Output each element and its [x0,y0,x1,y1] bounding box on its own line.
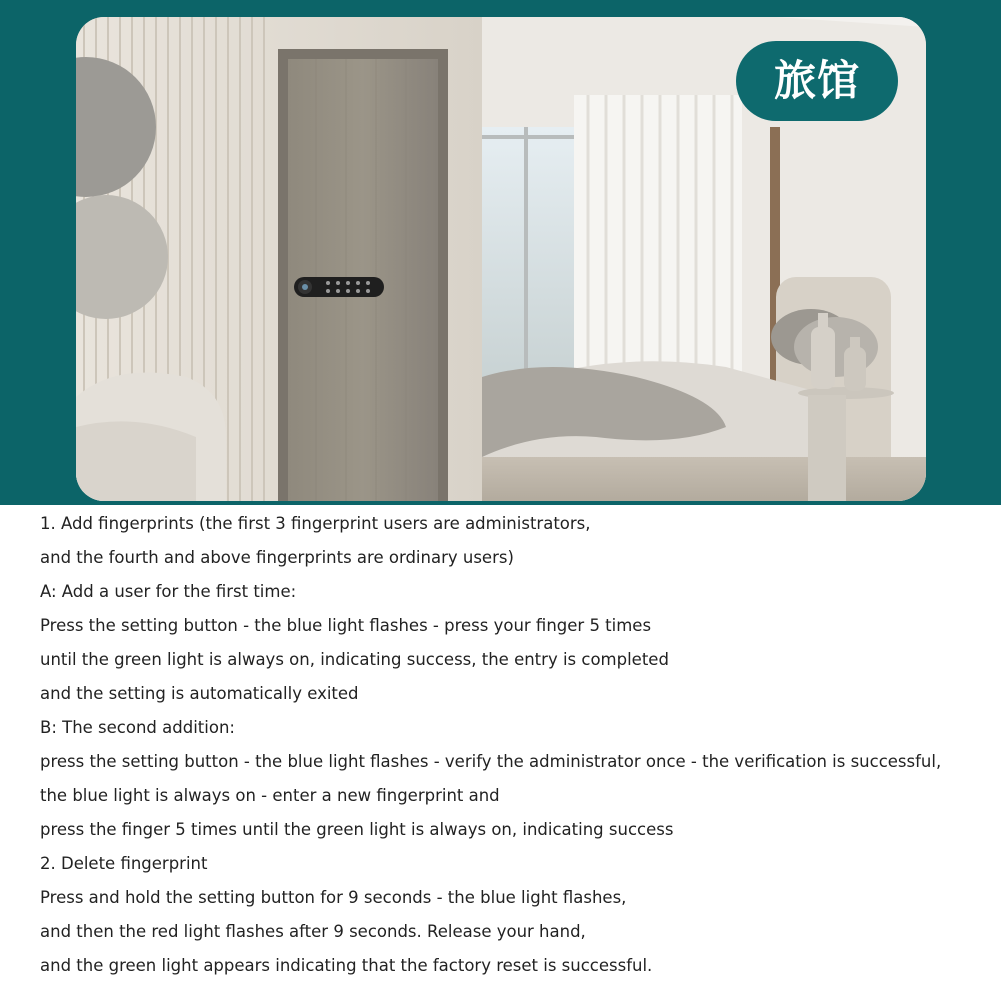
instruction-list [40,507,990,983]
instruction-line: 2. Delete fingerprint [40,854,208,873]
door-lock-keypad-icon [294,277,384,297]
instruction-line: A: Add a user for the first time: [40,582,297,601]
instruction-line: and the fourth and above fingerprints are ordinary users) [40,548,514,567]
instruction-line: the blue light is always on - enter a new fingerprint and [40,786,500,805]
instruction-line: until the green light is always on, indicating success, the entry is completed [40,650,669,669]
instruction-line: press the finger 5 times until the green light is always on, indicating success [40,820,674,839]
instruction-line: 1. Add fingerprints (the first 3 fingerprint users are administrators, [40,514,591,533]
category-badge: 旅馆 [736,41,898,121]
instruction-line: Press and hold the setting button for 9 seconds - the blue light flashes, [40,888,627,907]
instruction-line: Press the setting button - the blue light flashes - press your finger 5 times [40,616,652,635]
instruction-line: and the setting is automatically exited [40,684,359,703]
instruction-line: B: The second addition: [40,718,235,737]
instruction-line: and then the red light flashes after 9 seconds. Release your hand, [40,922,586,941]
instruction-line: and the green light appears indicating that the factory reset is successful. [40,956,653,975]
instruction-line: press the setting button - the blue light flashes - verify the administrator once - the verification is successful, [40,752,942,771]
